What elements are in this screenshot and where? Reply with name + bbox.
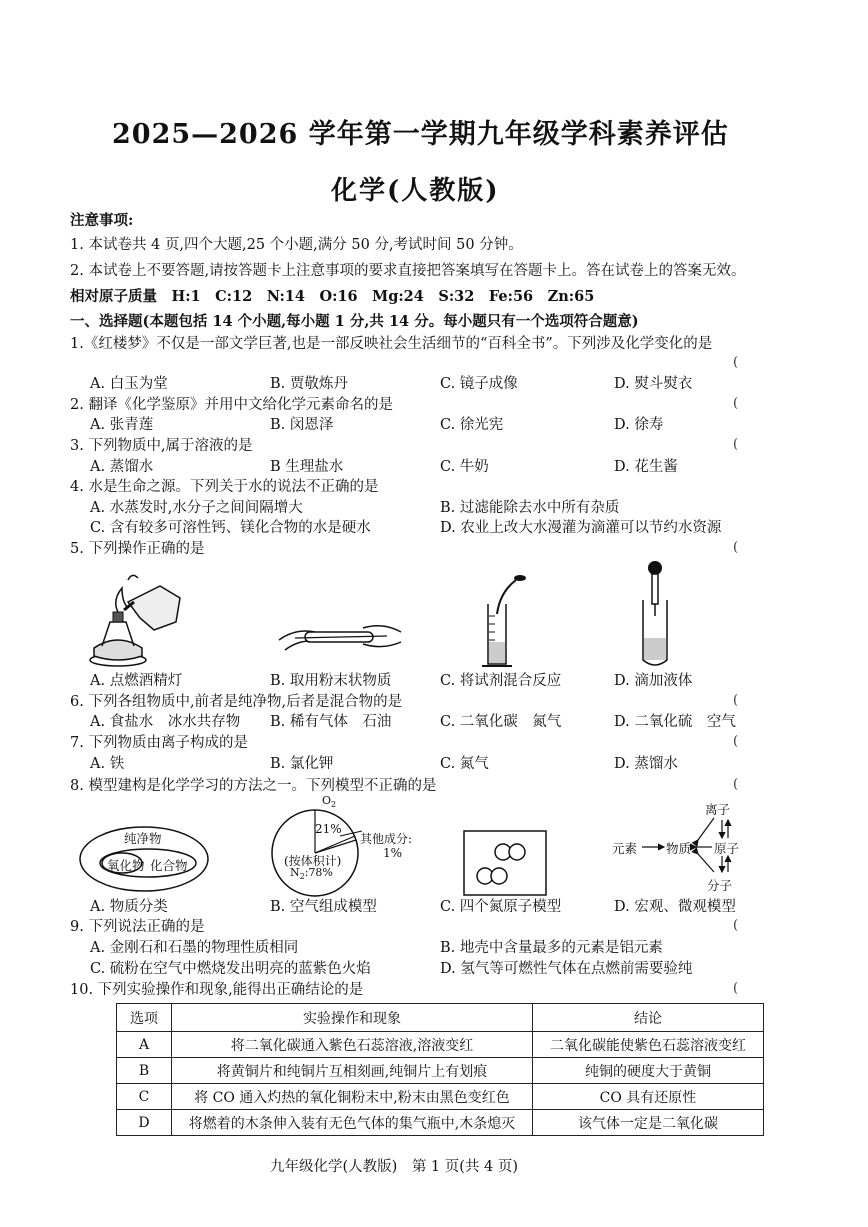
q6-option-c: C. 二氧化碳 氮气 [440, 714, 562, 730]
page-subtitle: 化学(人教版) [331, 176, 500, 206]
q8-option-c: C. 四个氮原子模型 [440, 899, 562, 915]
q9-option-d: D. 氢气等可燃性气体在点燃前需要验纯 [440, 961, 693, 977]
note-2: 2. 本试卷上不要答题,请按答题卡上注意事项的要求直接把答案填写在答题卡上。答在试卷上的答案无效。 [70, 263, 746, 279]
q8-fig-d-arrows [640, 812, 740, 878]
answer-paren: ( [733, 355, 739, 370]
q5-option-c: C. 将试剂混合反应 [440, 673, 562, 689]
table-row [117, 1058, 764, 1084]
page-title: 2025—2026 学年第一学期九年级学科素养评估 [112, 119, 729, 150]
q5-figure-d-dropper-test-tube [635, 560, 685, 670]
table-cell: CO 具有还原性 [533, 1084, 764, 1110]
q4-option-d: D. 农业上改大水漫灌为滴灌可以节约水资源 [440, 520, 722, 536]
table-row [117, 1110, 764, 1136]
note-1: 1. 本试卷共 4 页,四个大题,25 个小题,满分 50 分,考试时间 50 分钟。 [70, 237, 523, 253]
q8-fig-d-substance: 物质 [666, 841, 692, 856]
q8-fig-b-other: 其他成分: [360, 832, 413, 846]
q3-option-a: A. 蒸馏水 [90, 459, 154, 475]
q8-fig-d-ion: 离子 [705, 802, 731, 817]
q7-option-c: C. 氮气 [440, 756, 489, 772]
page-footer: 九年级化学(人教版) 第 1 页(共 4 页) [270, 1159, 519, 1175]
q5-figure-c-graduated-cylinder [480, 572, 540, 672]
answer-paren: ( [733, 918, 739, 933]
q2-option-d: D. 徐寿 [614, 417, 664, 433]
column-header: 结论 [533, 1004, 764, 1032]
q6-option-d: D. 二氧化硫 空气 [614, 714, 736, 730]
answer-paren: ( [733, 540, 739, 555]
q2-option-c: C. 徐光宪 [440, 417, 504, 433]
table-header-row [117, 1004, 764, 1032]
q1-stem: 1.《红楼梦》不仅是一部文学巨著,也是一部反映社会生活细节的“百科全书”。下列涉及化学变化的是 [70, 336, 713, 352]
table-cell: 将 CO 通入灼热的氧化铜粉末中,粉末由黑色变红色 [172, 1084, 533, 1110]
q7-option-a: A. 铁 [90, 756, 125, 772]
table-row [117, 1084, 764, 1110]
q7-option-d: D. 蒸馏水 [614, 756, 678, 772]
q8-fig-b-o2-percent: 21% [315, 822, 342, 836]
answer-paren: ( [733, 981, 739, 996]
q3-option-c: C. 牛奶 [440, 459, 489, 475]
q6-option-a: A. 食盐水 冰水共存物 [90, 714, 241, 730]
q6-stem: 6. 下列各组物质中,前者是纯净物,后者是混合物的是 [70, 694, 403, 710]
q3-stem: 3. 下列物质中,属于溶液的是 [70, 438, 253, 454]
q9-option-c: C. 硫粉在空气中燃烧发出明亮的蓝紫色火焰 [90, 961, 371, 977]
q8-figure-c-nitrogen-model [463, 830, 547, 896]
q8-fig-b-leader-line [340, 828, 364, 838]
q2-option-b: B. 闵恩泽 [270, 417, 334, 433]
table-cell: 二氧化碳能使紫色石蕊溶液变红 [533, 1032, 764, 1058]
q10-stem: 10. 下列实验操作和现象,能得出正确结论的是 [70, 982, 364, 998]
table-cell: 该气体一定是二氧化碳 [533, 1110, 764, 1136]
column-header: 选项 [117, 1004, 172, 1032]
table-cell: 将黄铜片和纯铜片互相刻画,纯铜片上有划痕 [172, 1058, 533, 1084]
q9-option-b: B. 地壳中含量最多的元素是铝元素 [440, 940, 663, 956]
q4-option-b: B. 过滤能除去水中所有杂质 [440, 500, 620, 516]
q7-option-b: B. 氯化钾 [270, 756, 334, 772]
q8-option-b: B. 空气组成模型 [270, 899, 377, 915]
q5-figure-b-powder-trough [275, 610, 405, 660]
table-cell: 将燃着的木条伸入装有无色气体的集气瓶中,木条熄灭 [172, 1110, 533, 1136]
table-cell: 纯铜的硬度大于黄铜 [533, 1058, 764, 1084]
q8-option-a: A. 物质分类 [90, 899, 168, 915]
column-header: 实验操作和现象 [172, 1004, 533, 1032]
q8-fig-a-oxide: 氧化物 [107, 858, 145, 873]
q8-stem: 8. 模型建构是化学学习的方法之一。下列模型不正确的是 [70, 778, 437, 794]
table-cell: B [117, 1058, 172, 1084]
q4-stem: 4. 水是生命之源。下列关于水的说法不正确的是 [70, 479, 379, 495]
q5-option-b: B. 取用粉末状物质 [270, 673, 392, 689]
table-cell: 将二氧化碳通入紫色石蕊溶液,溶液变红 [172, 1032, 533, 1058]
q4-option-c: C. 含有较多可溶性钙、镁化合物的水是硬水 [90, 520, 371, 536]
answer-paren: ( [733, 734, 739, 749]
table-cell: D [117, 1110, 172, 1136]
q7-stem: 7. 下列物质由离子构成的是 [70, 735, 248, 751]
answer-paren: ( [733, 693, 739, 708]
q8-fig-d-molecule: 分子 [707, 878, 733, 893]
q8-option-d: D. 宏观、微观模型 [614, 899, 736, 915]
answer-paren: ( [733, 777, 739, 792]
table-row [117, 1032, 764, 1058]
q1-option-b: B. 贾敬炼丹 [270, 376, 348, 392]
q2-option-a: A. 张青莲 [90, 417, 154, 433]
answer-paren: ( [733, 437, 739, 452]
table-cell: C [117, 1084, 172, 1110]
q8-fig-b-basis: (按体积计) [284, 854, 342, 868]
q9-stem: 9. 下列说法正确的是 [70, 919, 205, 935]
q9-option-a: A. 金刚石和石墨的物理性质相同 [90, 940, 299, 956]
q8-fig-d-atom: 原子 [714, 841, 740, 856]
answer-paren: ( [733, 396, 739, 411]
q5-stem: 5. 下列操作正确的是 [70, 541, 205, 557]
q1-option-c: C. 镜子成像 [440, 376, 518, 392]
q10-table [116, 1003, 764, 1136]
q6-option-b: B. 稀有气体 石油 [270, 714, 392, 730]
q8-fig-d-element: 元素 [612, 841, 638, 856]
q4-option-a: A. 水蒸发时,水分子之间间隔增大 [90, 500, 303, 516]
q8-fig-b-n2: $N_2:78\%$ [290, 866, 333, 882]
atomic-masses: 相对原子质量 H:1 C:12 N:14 O:16 Mg:24 S:32 Fe:56 Zn:65 [70, 288, 595, 305]
q5-option-a: A. 点燃酒精灯 [90, 673, 183, 689]
q5-figure-a-alcohol-lamp [88, 572, 198, 672]
q1-option-d: D. 熨斗熨衣 [614, 376, 693, 392]
q8-fig-b-o2: $O_2$ [322, 794, 337, 810]
section-heading: 一、选择题(本题包括 14 个小题,每小题 1 分,共 14 分。每小题只有一个选项符合题意) [70, 313, 639, 330]
q8-fig-b-other-percent: 1% [383, 846, 403, 860]
q3-option-d: D. 花生酱 [614, 459, 678, 475]
q5-option-d: D. 滴加液体 [614, 673, 693, 689]
q2-stem: 2. 翻译《化学鉴原》并用中文给化学元素命名的是 [70, 397, 393, 413]
q8-fig-a-compound: 化合物 [150, 858, 188, 873]
q1-option-a: A. 白玉为堂 [90, 376, 168, 392]
notes-heading: 注意事项: [70, 212, 134, 229]
table-cell: A [117, 1032, 172, 1058]
q8-fig-a-pure-substance: 纯净物 [124, 831, 162, 846]
q3-option-b: B 生理盐水 [270, 459, 344, 475]
